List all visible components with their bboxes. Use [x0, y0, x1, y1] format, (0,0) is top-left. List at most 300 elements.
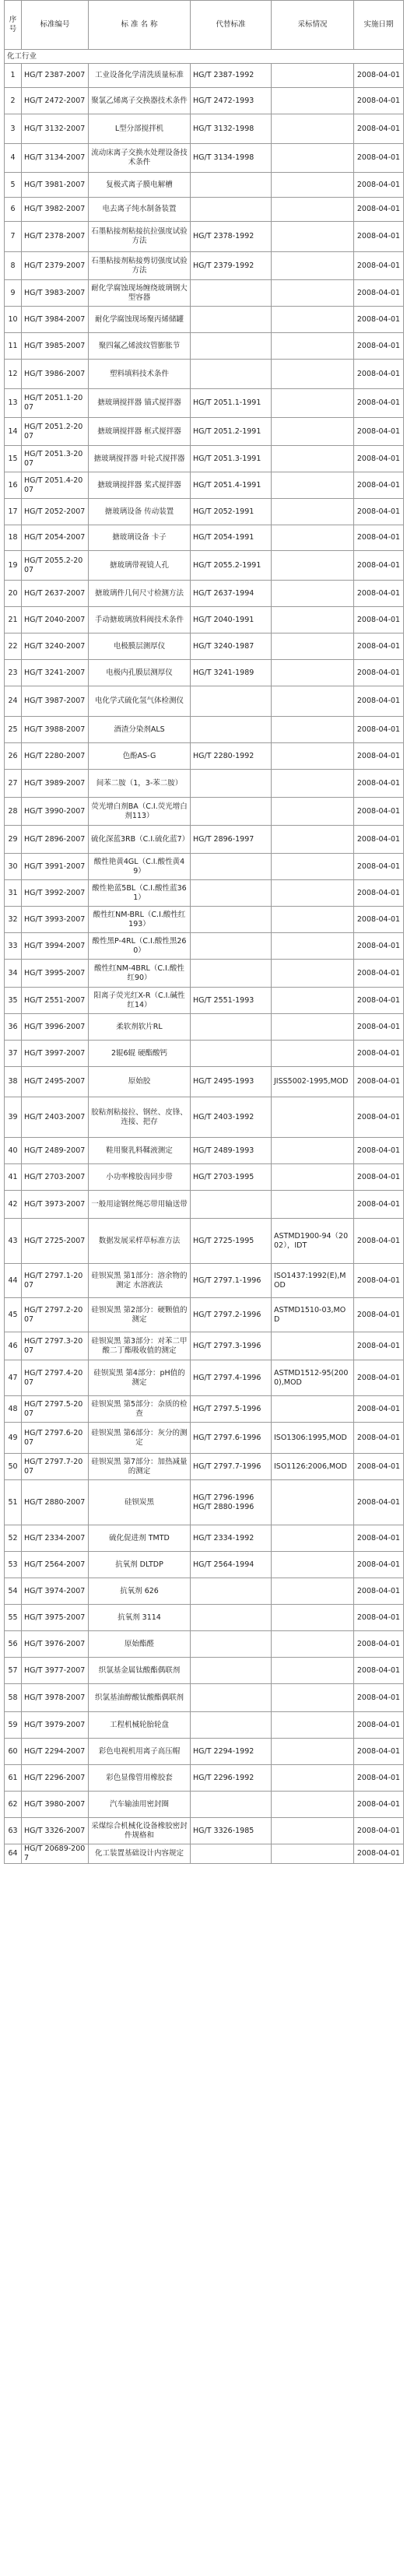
cell-date: 2008-04-01 — [354, 1164, 404, 1191]
cell-replaced: HG/T 2055.2-1991 — [191, 551, 272, 581]
table-row — [5, 686, 404, 717]
cell-seq: 23 — [5, 660, 22, 686]
cell-replaced — [191, 880, 272, 907]
cell-date: 2008-04-01 — [354, 173, 404, 198]
cell-code: HG/T 2797.3-2007 — [22, 1332, 89, 1360]
cell-date: 2008-04-01 — [354, 1454, 404, 1480]
cell-name: 数据发展采样草标准方法 — [89, 1219, 191, 1264]
cell-seq: 48 — [5, 1396, 22, 1423]
cell-replaced — [191, 770, 272, 798]
cell-replaced: HG/T 2403-1992 — [191, 1097, 272, 1138]
cell-name: 电极膜层测厚仪 — [89, 633, 191, 660]
cell-date: 2008-04-01 — [354, 1360, 404, 1396]
cell-code: HG/T 2725-2007 — [22, 1219, 89, 1264]
cell-seq: 56 — [5, 1631, 22, 1658]
cell-adopt — [272, 1041, 354, 1067]
cell-name: 酸性黑P-4RL（C.I.酸性黑260） — [89, 933, 191, 960]
cell-adopt — [272, 280, 354, 307]
cell-replaced: HG/T 3132-1998 — [191, 114, 272, 144]
table-row — [5, 1097, 404, 1138]
cell-name: 手动搪玻璃放料阀技术条件 — [89, 607, 191, 633]
table-row — [5, 1578, 404, 1605]
table-row — [5, 1067, 404, 1097]
cell-adopt — [272, 114, 354, 144]
cell-adopt — [272, 1658, 354, 1684]
cell-code: HG/T 3978-2007 — [22, 1684, 89, 1712]
cell-name: 彩色电视机用离子高压帽 — [89, 1739, 191, 1765]
cell-replaced: HG/T 2797.2-1996 — [191, 1298, 272, 1332]
table-row — [5, 499, 404, 525]
cell-adopt — [272, 1332, 354, 1360]
cell-date: 2008-04-01 — [354, 1423, 404, 1454]
cell-code: HG/T 3994-2007 — [22, 933, 89, 960]
cell-date: 2008-04-01 — [354, 1739, 404, 1765]
table-row — [5, 1396, 404, 1423]
cell-name: 石墨粘接剂粘接抗拉强度试验方法 — [89, 222, 191, 252]
cell-name: 胶粘剂粘接拉、钢丝、皮锋、连接、把存 — [89, 1097, 191, 1138]
cell-code: HG/T 2403-2007 — [22, 1097, 89, 1138]
cell-date: 2008-04-01 — [354, 1264, 404, 1298]
cell-adopt — [272, 1525, 354, 1552]
cell-replaced — [191, 1631, 272, 1658]
standards-table-container — [4, 0, 403, 1864]
cell-date: 2008-04-01 — [354, 333, 404, 360]
cell-adopt — [272, 198, 354, 222]
cell-code: HG/T 2797.7-2007 — [22, 1454, 89, 1480]
cell-replaced: HG/T 2334-1992 — [191, 1525, 272, 1552]
table-row — [5, 880, 404, 907]
table-row — [5, 660, 404, 686]
cell-name: 抗氧剂 3114 — [89, 1605, 191, 1631]
cell-replaced: HG/T 2796-1996 HG/T 2880-1996 — [191, 1480, 272, 1525]
cell-seq: 59 — [5, 1712, 22, 1739]
cell-name: 化工装置基础设计内容规定 — [89, 1844, 191, 1864]
cell-code: HG/T 2052-2007 — [22, 499, 89, 525]
cell-code: HG/T 2880-2007 — [22, 1480, 89, 1525]
cell-name: 小功率橡胶齿同步带 — [89, 1164, 191, 1191]
cell-replaced — [191, 360, 272, 389]
cell-name: 塑料填料技术条件 — [89, 360, 191, 389]
cell-date: 2008-04-01 — [354, 686, 404, 717]
table-row — [5, 1041, 404, 1067]
cell-replaced: HG/T 2725-1995 — [191, 1219, 272, 1264]
cell-adopt — [272, 854, 354, 880]
cell-code: HG/T 2551-2007 — [22, 988, 89, 1014]
cell-seq: 5 — [5, 173, 22, 198]
cell-date: 2008-04-01 — [354, 1658, 404, 1684]
cell-date: 2008-04-01 — [354, 607, 404, 633]
cell-date: 2008-04-01 — [354, 280, 404, 307]
cell-date: 2008-04-01 — [354, 907, 404, 933]
cell-adopt — [272, 1818, 354, 1844]
table-row — [5, 581, 404, 607]
cell-date: 2008-04-01 — [354, 1298, 404, 1332]
cell-code: HG/T 3997-2007 — [22, 1041, 89, 1067]
cell-code: HG/T 3995-2007 — [22, 960, 89, 988]
cell-seq: 49 — [5, 1423, 22, 1454]
cell-seq: 33 — [5, 933, 22, 960]
cell-seq: 42 — [5, 1191, 22, 1219]
table-row — [5, 551, 404, 581]
cell-seq: 30 — [5, 854, 22, 880]
cell-name: 聚四氟乙烯波纹管膨胀节 — [89, 333, 191, 360]
cell-name: 搪玻璃搅拌器 框式搅拌器 — [89, 418, 191, 446]
cell-code: HG/T 3988-2007 — [22, 717, 89, 743]
table-row — [5, 717, 404, 743]
table-row — [5, 1712, 404, 1739]
cell-replaced: HG/T 2564-1994 — [191, 1552, 272, 1578]
cell-code: HG/T 3990-2007 — [22, 798, 89, 826]
cell-name: L型分部搅拌机 — [89, 114, 191, 144]
cell-name: 硅钡炭黑 第3部分：对苯二甲酸二丁酯吸收值的测定 — [89, 1332, 191, 1360]
cell-name: 搪玻璃件几何尺寸检测方法 — [89, 581, 191, 607]
cell-seq: 17 — [5, 499, 22, 525]
cell-adopt — [272, 333, 354, 360]
cell-seq: 41 — [5, 1164, 22, 1191]
cell-replaced: HG/T 2378-1992 — [191, 222, 272, 252]
cell-code: HG/T 3987-2007 — [22, 686, 89, 717]
cell-date: 2008-04-01 — [354, 198, 404, 222]
cell-adopt — [272, 743, 354, 770]
cell-code: HG/T 2334-2007 — [22, 1525, 89, 1552]
cell-code: HG/T 3989-2007 — [22, 770, 89, 798]
cell-adopt: ISO1126:2006,MOD — [272, 1454, 354, 1480]
cell-name: 织氯基油醇酸钛酸酯偶联剂 — [89, 1684, 191, 1712]
table-row — [5, 360, 404, 389]
cell-seq: 46 — [5, 1332, 22, 1360]
table-row — [5, 1605, 404, 1631]
cell-replaced — [191, 1658, 272, 1684]
cell-seq: 37 — [5, 1041, 22, 1067]
cell-seq: 36 — [5, 1014, 22, 1041]
cell-date: 2008-04-01 — [354, 826, 404, 854]
cell-replaced: HG/T 2054-1991 — [191, 525, 272, 551]
cell-seq: 15 — [5, 446, 22, 472]
cell-date: 2008-04-01 — [354, 1818, 404, 1844]
cell-name: 硅钡炭黑 第2部分：硬颗值的测定 — [89, 1298, 191, 1332]
cell-code: HG/T 3991-2007 — [22, 854, 89, 880]
cell-date: 2008-04-01 — [354, 717, 404, 743]
cell-name: 抗氧剂 DLTDP — [89, 1552, 191, 1578]
cell-name: 织氯基金属钛酸酯偶联剂 — [89, 1658, 191, 1684]
cell-replaced: HG/T 2797.1-1996 — [191, 1264, 272, 1298]
cell-name: 工业设备化学清洗质量标准 — [89, 64, 191, 88]
cell-code: HG/T 3993-2007 — [22, 907, 89, 933]
cell-date: 2008-04-01 — [354, 1844, 404, 1864]
cell-date: 2008-04-01 — [354, 88, 404, 114]
cell-name: 搪玻璃带视镜人孔 — [89, 551, 191, 581]
table-row — [5, 198, 404, 222]
cell-code: HG/T 3984-2007 — [22, 307, 89, 333]
cell-code: HG/T 3981-2007 — [22, 173, 89, 198]
cell-seq: 9 — [5, 280, 22, 307]
cell-seq: 57 — [5, 1658, 22, 1684]
cell-code: HG/T 2489-2007 — [22, 1138, 89, 1164]
cell-seq: 22 — [5, 633, 22, 660]
table-row — [5, 114, 404, 144]
cell-code: HG/T 3974-2007 — [22, 1578, 89, 1605]
cell-adopt — [272, 960, 354, 988]
cell-name: 石墨粘接剂粘接剪切强度试验方法 — [89, 252, 191, 280]
table-row — [5, 933, 404, 960]
cell-replaced: HG/T 2797.5-1996 — [191, 1396, 272, 1423]
cell-replaced: HG/T 2797.3-1996 — [191, 1332, 272, 1360]
cell-seq: 25 — [5, 717, 22, 743]
cell-adopt — [272, 252, 354, 280]
cell-date: 2008-04-01 — [354, 1712, 404, 1739]
cell-replaced: HG/T 3326-1985 — [191, 1818, 272, 1844]
cell-name: 酒渣分染剂ALS — [89, 717, 191, 743]
cell-date: 2008-04-01 — [354, 1684, 404, 1712]
cell-code: HG/T 2379-2007 — [22, 252, 89, 280]
cell-replaced — [191, 686, 272, 717]
table-row — [5, 770, 404, 798]
cell-name: 原始酯醛 — [89, 1631, 191, 1658]
cell-date: 2008-04-01 — [354, 1605, 404, 1631]
table-row — [5, 1552, 404, 1578]
table-row — [5, 307, 404, 333]
cell-date: 2008-04-01 — [354, 880, 404, 907]
cell-seq: 6 — [5, 198, 22, 222]
cell-name: 硅钡炭黑 第6部分：灰分的测定 — [89, 1423, 191, 1454]
cell-seq: 24 — [5, 686, 22, 717]
cell-date: 2008-04-01 — [354, 1219, 404, 1264]
cell-code: HG/T 3975-2007 — [22, 1605, 89, 1631]
cell-replaced: HG/T 2051.2-1991 — [191, 418, 272, 446]
cell-seq: 55 — [5, 1605, 22, 1631]
cell-code: HG/T 2797.1-2007 — [22, 1264, 89, 1298]
table-row — [5, 798, 404, 826]
table-row — [5, 1164, 404, 1191]
table-row — [5, 907, 404, 933]
table-row — [5, 960, 404, 988]
cell-adopt — [272, 607, 354, 633]
cell-adopt — [272, 360, 354, 389]
cell-date: 2008-04-01 — [354, 581, 404, 607]
cell-adopt — [272, 1792, 354, 1818]
cell-code: HG/T 20689-2007 — [22, 1844, 89, 1864]
cell-replaced: HG/T 2051.3-1991 — [191, 446, 272, 472]
cell-code: HG/T 3132-2007 — [22, 114, 89, 144]
cell-seq: 7 — [5, 222, 22, 252]
cell-replaced: HG/T 2896-1997 — [191, 826, 272, 854]
cell-seq: 39 — [5, 1097, 22, 1138]
cell-code: HG/T 2054-2007 — [22, 525, 89, 551]
table-row — [5, 472, 404, 499]
cell-name: 硫化深蓝3RB（C.I.硫化蓝7） — [89, 826, 191, 854]
cell-adopt — [272, 222, 354, 252]
cell-date: 2008-04-01 — [354, 1631, 404, 1658]
cell-name: 2辊6辊 硬酯酸钙 — [89, 1041, 191, 1067]
cell-code: HG/T 2051.3-2007 — [22, 446, 89, 472]
cell-date: 2008-04-01 — [354, 933, 404, 960]
cell-seq: 28 — [5, 798, 22, 826]
standards-table — [4, 0, 404, 1864]
cell-replaced — [191, 960, 272, 988]
header-adopt: 采标情况 — [272, 1, 354, 50]
cell-date: 2008-04-01 — [354, 1578, 404, 1605]
cell-date: 2008-04-01 — [354, 1792, 404, 1818]
cell-adopt — [272, 1097, 354, 1138]
cell-code: HG/T 3996-2007 — [22, 1014, 89, 1041]
cell-seq: 1 — [5, 64, 22, 88]
table-row — [5, 1332, 404, 1360]
cell-adopt — [272, 633, 354, 660]
header-seq: 序号 — [5, 1, 22, 50]
cell-code: HG/T 2280-2007 — [22, 743, 89, 770]
cell-adopt — [272, 472, 354, 499]
cell-code: HG/T 2294-2007 — [22, 1739, 89, 1765]
cell-date: 2008-04-01 — [354, 1552, 404, 1578]
cell-date: 2008-04-01 — [354, 551, 404, 581]
cell-adopt — [272, 1631, 354, 1658]
cell-date: 2008-04-01 — [354, 114, 404, 144]
table-row — [5, 418, 404, 446]
cell-name: 耐化学腐蚀现场缠绕玻璃钢大型容器 — [89, 280, 191, 307]
cell-replaced — [191, 1684, 272, 1712]
cell-name: 阳离子荧光红X-R（C.I.碱性红14） — [89, 988, 191, 1014]
cell-code: HG/T 2378-2007 — [22, 222, 89, 252]
cell-seq: 3 — [5, 114, 22, 144]
cell-code: HG/T 2797.6-2007 — [22, 1423, 89, 1454]
cell-date: 2008-04-01 — [354, 660, 404, 686]
cell-replaced: HG/T 3134-1998 — [191, 144, 272, 173]
cell-adopt — [272, 1712, 354, 1739]
table-header-row — [5, 1, 404, 50]
table-row — [5, 1423, 404, 1454]
cell-date: 2008-04-01 — [354, 633, 404, 660]
cell-name: 搪玻璃设备 传动装置 — [89, 499, 191, 525]
cell-code: HG/T 3982-2007 — [22, 198, 89, 222]
cell-adopt — [272, 717, 354, 743]
cell-date: 2008-04-01 — [354, 770, 404, 798]
cell-seq: 32 — [5, 907, 22, 933]
table-row — [5, 1631, 404, 1658]
cell-seq: 62 — [5, 1792, 22, 1818]
cell-date: 2008-04-01 — [354, 64, 404, 88]
cell-replaced: HG/T 2797.6-1996 — [191, 1423, 272, 1454]
cell-seq: 16 — [5, 472, 22, 499]
cell-adopt — [272, 798, 354, 826]
table-row — [5, 144, 404, 173]
cell-replaced — [191, 854, 272, 880]
cell-adopt — [272, 686, 354, 717]
cell-name: 聚氯乙烯离子交换器技术条件 — [89, 88, 191, 114]
cell-code: HG/T 2797.4-2007 — [22, 1360, 89, 1396]
cell-adopt — [272, 418, 354, 446]
table-row — [5, 1480, 404, 1525]
cell-code: HG/T 2495-2007 — [22, 1067, 89, 1097]
cell-replaced — [191, 1191, 272, 1219]
cell-name: 复极式离子膜电解槽 — [89, 173, 191, 198]
cell-name: 硅钡炭黑 第1部分：溶余物的测定 水溶液法 — [89, 1264, 191, 1298]
cell-adopt — [272, 933, 354, 960]
cell-replaced: HG/T 2051.1-1991 — [191, 389, 272, 418]
cell-seq: 20 — [5, 581, 22, 607]
cell-name: 硅钡炭黑 第7部分：加热减量的测定 — [89, 1454, 191, 1480]
table-row — [5, 854, 404, 880]
table-row — [5, 633, 404, 660]
cell-replaced: HG/T 2296-1992 — [191, 1765, 272, 1792]
cell-seq: 60 — [5, 1739, 22, 1765]
cell-adopt: ASTMD1512-95(2000),MOD — [272, 1360, 354, 1396]
cell-seq: 26 — [5, 743, 22, 770]
cell-adopt — [272, 389, 354, 418]
table-row — [5, 1792, 404, 1818]
cell-code: HG/T 3992-2007 — [22, 880, 89, 907]
cell-replaced: HG/T 2052-1991 — [191, 499, 272, 525]
cell-code: HG/T 3977-2007 — [22, 1658, 89, 1684]
cell-replaced — [191, 198, 272, 222]
cell-name: 搪玻璃搅拌器 叶轮式搅拌器 — [89, 446, 191, 472]
cell-seq: 61 — [5, 1765, 22, 1792]
cell-replaced: HG/T 3240-1987 — [191, 633, 272, 660]
table-body — [5, 50, 404, 1864]
cell-adopt: ASTMD1510-03,MOD — [272, 1298, 354, 1332]
cell-date: 2008-04-01 — [354, 743, 404, 770]
cell-code: HG/T 2896-2007 — [22, 826, 89, 854]
cell-seq: 47 — [5, 1360, 22, 1396]
cell-adopt — [272, 1552, 354, 1578]
cell-replaced — [191, 280, 272, 307]
cell-replaced: HG/T 3241-1989 — [191, 660, 272, 686]
cell-code: HG/T 3134-2007 — [22, 144, 89, 173]
cell-seq: 50 — [5, 1454, 22, 1480]
cell-code: HG/T 3326-2007 — [22, 1818, 89, 1844]
cell-adopt: ASTMD1900-94（2002），IDT — [272, 1219, 354, 1264]
cell-date: 2008-04-01 — [354, 307, 404, 333]
cell-replaced — [191, 1792, 272, 1818]
cell-replaced: HG/T 2280-1992 — [191, 743, 272, 770]
cell-replaced: HG/T 2051.4-1991 — [191, 472, 272, 499]
cell-adopt — [272, 173, 354, 198]
cell-adopt — [272, 1684, 354, 1712]
cell-name: 酸性红NM-BRL（C.I.酸性红193） — [89, 907, 191, 933]
table-row — [5, 1138, 404, 1164]
cell-adopt — [272, 1844, 354, 1864]
cell-date: 2008-04-01 — [354, 1041, 404, 1067]
cell-seq: 4 — [5, 144, 22, 173]
cell-code: HG/T 3973-2007 — [22, 1191, 89, 1219]
cell-replaced: HG/T 2797.7-1996 — [191, 1454, 272, 1480]
cell-code: HG/T 2055.2-2007 — [22, 551, 89, 581]
cell-date: 2008-04-01 — [354, 1191, 404, 1219]
cell-adopt — [272, 880, 354, 907]
header-code: 标准编号 — [22, 1, 89, 50]
cell-name: 硅钡炭黑 第5部分：杂质的检查 — [89, 1396, 191, 1423]
cell-seq: 14 — [5, 418, 22, 446]
cell-name: 电化学式硫化氢气体检测仪 — [89, 686, 191, 717]
cell-code: HG/T 2797.2-2007 — [22, 1298, 89, 1332]
cell-code: HG/T 3979-2007 — [22, 1712, 89, 1739]
cell-name: 采煤综合机械化设备橡胶密封件规格和 — [89, 1818, 191, 1844]
cell-date: 2008-04-01 — [354, 525, 404, 551]
table-row — [5, 1658, 404, 1684]
cell-code: HG/T 2703-2007 — [22, 1164, 89, 1191]
cell-name: 硫化促进剂 TMTD — [89, 1525, 191, 1552]
cell-code: HG/T 3983-2007 — [22, 280, 89, 307]
cell-date: 2008-04-01 — [354, 252, 404, 280]
cell-seq: 12 — [5, 360, 22, 389]
cell-adopt — [272, 446, 354, 472]
cell-name: 彩色显像管用橡胶套 — [89, 1765, 191, 1792]
cell-adopt — [272, 1396, 354, 1423]
cell-date: 2008-04-01 — [354, 360, 404, 389]
table-row — [5, 988, 404, 1014]
cell-seq: 35 — [5, 988, 22, 1014]
table-row — [5, 252, 404, 280]
cell-seq: 52 — [5, 1525, 22, 1552]
